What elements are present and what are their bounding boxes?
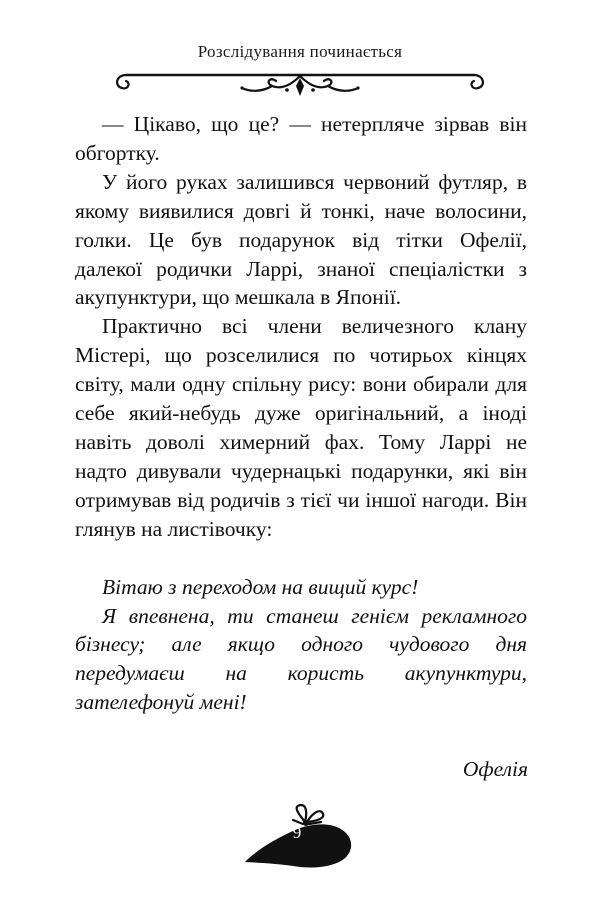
page-number: 9: [292, 823, 302, 842]
running-title: Розслідування починається: [197, 42, 403, 61]
main-text: [75, 110, 527, 717]
paragraph-3: Практично всі члени величезного клану Містері, що розселилися по чотирьох кінцях світу, мали одну спільну рису: вони обирали для себе який-небудь дуже оригінальний, а іноді навіть доволі химерний фах. Тому Ларрі не надто дивували чудернацькі подарунки, які він отримував від родичів з тієї чи іншої нагоди. Він глянув на листівочку:: [75, 314, 527, 541]
letter-signature: Офелія: [462, 757, 528, 781]
scroll-flourish-divider-icon: [112, 62, 488, 104]
letter-line-2: Я впевнена, ти станеш генієм рекламного бізнесу; але якщо одного чудового дня передумаєш на користь акупунктури, зателефонуй мені!: [75, 603, 527, 715]
paragraph-1: — Цікаво, що це? — нетерпляче зірвав він обгортку.: [75, 112, 527, 165]
letter-line-1: Вітаю з переходом на вищий курс!: [102, 574, 419, 599]
paragraph-2: У його руках залишився червоний футляр, в якому виявилися довгі й тонкі, наче волосини, голки. Це був подарунок від тітки Офелії, далекої родички Ларрі, знаної спеціалістки з акупунктури, що мешкала в Японії.: [75, 169, 527, 310]
